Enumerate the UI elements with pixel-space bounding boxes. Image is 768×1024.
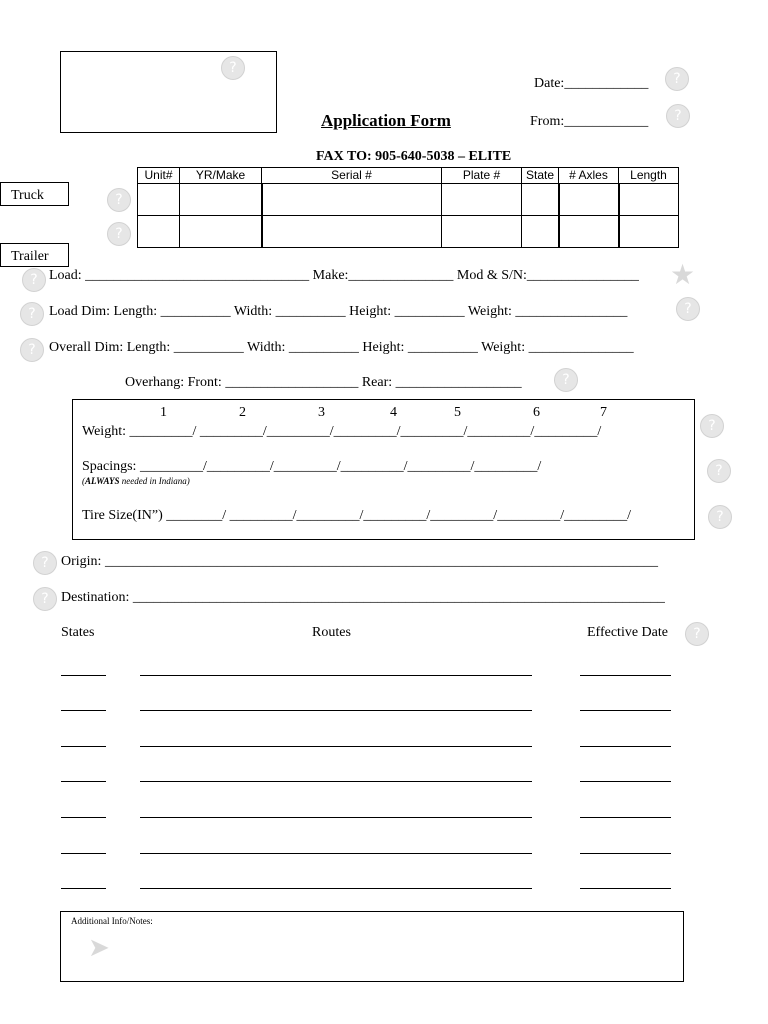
table-cell[interactable] [619, 184, 679, 216]
vehicle-table [137, 167, 679, 248]
origin-field[interactable]: Origin: _______________________________________________________________________________ [61, 554, 658, 569]
help-icon[interactable]: ? [554, 368, 578, 392]
table-cell[interactable] [138, 184, 180, 216]
column-header: Plate # [442, 168, 522, 184]
overall-dim-field[interactable]: Overall Dim: Length: __________ Width: __________ Height: __________ Weight: _______________ [49, 340, 634, 355]
help-icon[interactable]: ? [107, 222, 131, 246]
state-line[interactable] [61, 781, 106, 782]
state-line[interactable] [61, 675, 106, 676]
route-line[interactable] [140, 888, 532, 889]
axle-number: 4 [390, 405, 397, 420]
table-cell[interactable] [522, 216, 559, 248]
column-header: Length [619, 168, 679, 184]
help-icon[interactable]: ? [20, 338, 44, 362]
table-cell[interactable] [138, 216, 180, 248]
help-icon[interactable]: ? [107, 188, 131, 212]
date-line[interactable] [580, 746, 671, 747]
axle-number: 1 [160, 405, 167, 420]
date-line[interactable] [580, 781, 671, 782]
table-cell[interactable] [262, 216, 442, 248]
axle-weight-field[interactable]: Weight: _________/ _________/_________/_________/_________/_________/_________/ [82, 424, 602, 439]
help-icon[interactable]: ? [666, 104, 690, 128]
help-icon[interactable]: ? [676, 297, 700, 321]
column-header: Unit# [138, 168, 180, 184]
table-cell[interactable] [522, 184, 559, 216]
state-line[interactable] [61, 888, 106, 889]
page-title: Application Form [321, 111, 451, 130]
notes-label: Additional Info/Notes: [71, 916, 153, 926]
logo-box [60, 51, 277, 133]
help-icon[interactable]: ? [33, 587, 57, 611]
state-line[interactable] [61, 817, 106, 818]
route-line[interactable] [140, 817, 532, 818]
help-icon[interactable]: ? [20, 302, 44, 326]
axle-number: 3 [318, 405, 325, 420]
overhang-field[interactable]: Overhang: Front: ___________________ Rear: __________________ [125, 375, 522, 390]
routes-header: Routes [312, 625, 351, 640]
route-line[interactable] [140, 710, 532, 711]
date-line[interactable] [580, 710, 671, 711]
axle-number: 7 [600, 405, 607, 420]
trailer-label: Trailer [0, 243, 69, 267]
notes-box[interactable] [60, 911, 684, 982]
date-line[interactable] [580, 853, 671, 854]
destination-field[interactable]: Destination: ____________________________________________________________________________ [61, 590, 665, 605]
route-line[interactable] [140, 781, 532, 782]
route-line[interactable] [140, 675, 532, 676]
table-cell[interactable] [619, 216, 679, 248]
route-line[interactable] [140, 746, 532, 747]
load-field[interactable]: Load: ________________________________ Make:_______________ Mod & S/N:________________ [49, 268, 639, 283]
load-dim-field[interactable]: Load Dim: Length: __________ Width: __________ Height: __________ Weight: ________________ [49, 304, 628, 319]
route-line[interactable] [140, 853, 532, 854]
axle-number: 6 [533, 405, 540, 420]
star-icon[interactable]: ★ [670, 258, 696, 291]
table-cell[interactable] [442, 216, 522, 248]
state-line[interactable] [61, 710, 106, 711]
column-header: State [522, 168, 559, 184]
column-header: # Axles [559, 168, 619, 184]
help-icon[interactable]: ? [665, 67, 689, 91]
help-icon[interactable]: ? [708, 505, 732, 529]
truck-label: Truck [0, 182, 69, 206]
axle-number: 2 [239, 405, 246, 420]
effective-date-header: Effective Date [587, 625, 668, 640]
axle-number: 5 [454, 405, 461, 420]
column-header: YR/Make [180, 168, 262, 184]
table-cell[interactable] [180, 216, 262, 248]
table-cell[interactable] [262, 184, 442, 216]
state-line[interactable] [61, 853, 106, 854]
from-field[interactable]: From:____________ [530, 114, 649, 129]
help-icon[interactable]: ? [22, 268, 46, 292]
table-cell[interactable] [442, 184, 522, 216]
tire-size-field[interactable]: Tire Size(IN”) ________/ _________/_________/_________/_________/_________/_________/ [82, 508, 631, 523]
help-icon[interactable]: ? [700, 414, 724, 438]
date-line[interactable] [580, 817, 671, 818]
spacings-note: (ALWAYS needed in Indiana) [82, 476, 190, 486]
axle-spacings-field[interactable]: Spacings: _________/_________/_________/_________/_________/_________/ [82, 459, 542, 474]
states-header: States [61, 625, 95, 640]
table-cell[interactable] [559, 184, 619, 216]
table-cell[interactable] [559, 216, 619, 248]
state-line[interactable] [61, 746, 106, 747]
table-row [138, 216, 679, 248]
date-line[interactable] [580, 888, 671, 889]
help-icon[interactable]: ? [221, 56, 245, 80]
column-header: Serial # [262, 168, 442, 184]
date-line[interactable] [580, 675, 671, 676]
help-icon[interactable]: ? [707, 459, 731, 483]
date-field[interactable]: Date:____________ [534, 76, 649, 91]
help-icon[interactable]: ? [685, 622, 709, 646]
table-row [138, 184, 679, 216]
send-arrow-icon[interactable]: ➤ [88, 933, 110, 963]
help-icon[interactable]: ? [33, 551, 57, 575]
table-cell[interactable] [180, 184, 262, 216]
fax-number: FAX TO: 905-640-5038 – ELITE [316, 149, 512, 164]
